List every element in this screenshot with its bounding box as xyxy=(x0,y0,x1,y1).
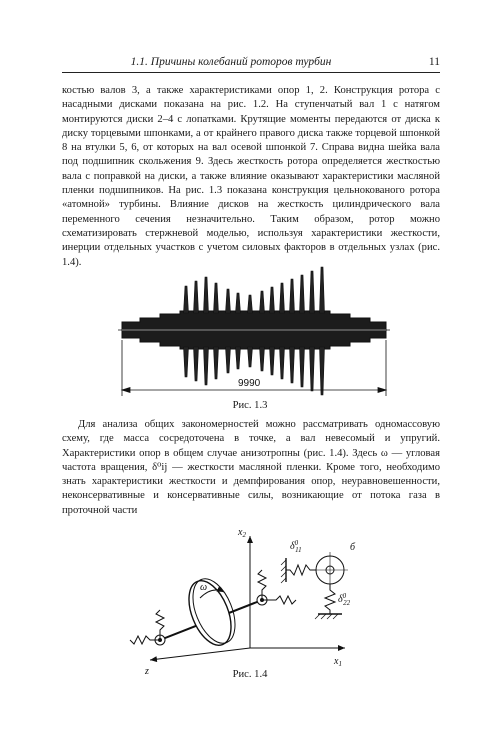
omega-label: ω xyxy=(200,582,208,593)
detail-spring-vertical xyxy=(325,584,335,614)
page-number: 11 xyxy=(428,56,440,68)
axis-x2-label: $x_2$ xyxy=(238,527,246,539)
spring-horizontal-right xyxy=(262,596,296,604)
paragraph-1: костью валов 3, а также характеристиками опор 1, 2. Конструкция ротора с насадными дисками показана на рис. 1.2. На ступенчатый вал 1 с натягом монтируются диски 2–4 с лопатками. Крутящие моменты передаются от диска к диску торцевыми шпонками, а от крайнего правого диска также торцевой шпонкой 8 на втулки 5, 6, от которых на вал осевой шпонкой 7. Справа видна шейка вала под подшипник скольжения 9. Здесь жесткость ротора определяется жесткостью вала с поправкой на диски, а также влияние оказывают характеристики масляной пленки подшипников. На рис. 1.3 показана конструкция цельнокованого ротора «атомной» турбины. Влияние дисков на жесткость цилиндрического вала переменного сечения незначительно. Таким образом, ротор можно схематизировать стержневой моделью, используя характеристики жесткости, инерции отдельных участков с учетом силовых факторов в отдельных узлах (рис. 1.4). xyxy=(62,85,440,268)
figure-1-4-caption: Рис. 1.4 xyxy=(232,669,268,680)
axis-x1-label: $x_1$ xyxy=(334,656,342,668)
delta22-label: $\delta^0$ 22 xyxy=(338,592,351,607)
axis-z-label: z xyxy=(145,666,149,677)
axis-z xyxy=(150,648,250,660)
delta11-label: $\delta^0$ 11 xyxy=(290,539,302,554)
running-title: 1.1. Причины колебаний роторов турбин xyxy=(130,56,332,68)
figure-1-3-caption: Рис. 1.3 xyxy=(232,400,268,411)
dimension-label: 9990 xyxy=(238,378,261,389)
detail-spring-horizontal xyxy=(286,565,316,575)
detail-b-label: б xyxy=(350,542,356,553)
paragraph-2: Для анализа общих закономерностей можно рассматривать одномассовую схему, где масса сосредоточена в точке, а вал невесомый и упругий. Характеристики опор в общем случае анизотропны (рис. 1.4). Здесь ω — угловая частота вращения, δ⁰ij — жесткости масляной пленки. Кроме того, необходимо знать характеристики жесткости и демпфирования опор, неуравновешенности, неконсервативные и консервативные силы, возникающие от потока газа в проточной части xyxy=(62,419,440,516)
